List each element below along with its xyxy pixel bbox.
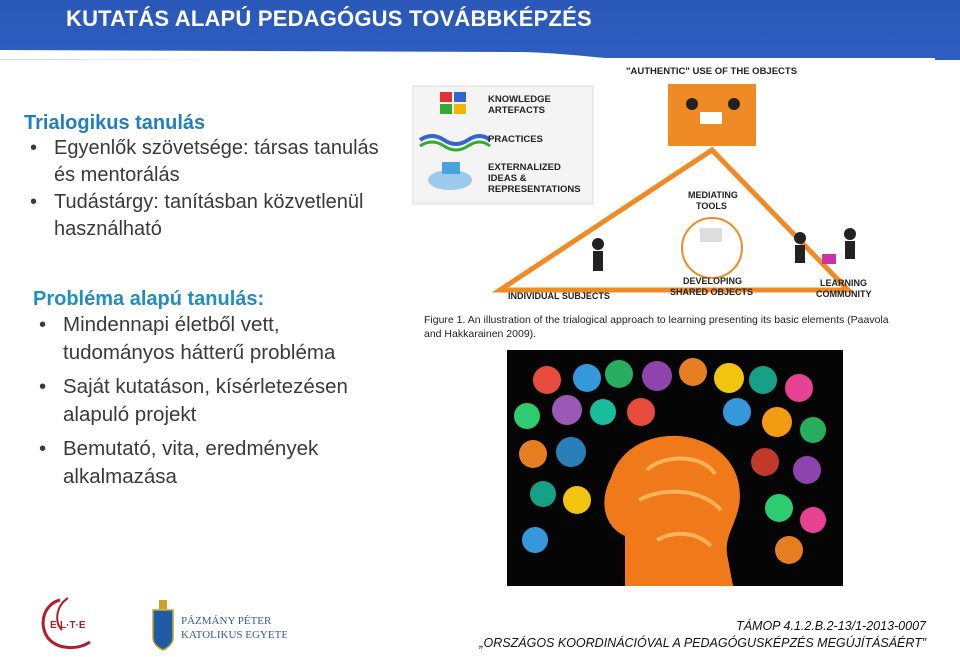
svg-text:MEDIATING: MEDIATING [688, 190, 738, 200]
svg-text:LEARNING: LEARNING [820, 278, 867, 288]
section-title: Probléma alapú tanulás: [33, 288, 265, 310]
svg-text:TOOLS: TOOLS [696, 201, 727, 211]
project-code: TÁMOP 4.1.2.B.2-13/1-2013-0007 [736, 619, 926, 633]
svg-text:IDEAS &: IDEAS & [488, 173, 527, 184]
list-item: • Saját kutatáson, kísérletezésen alapuló projekt [33, 373, 393, 429]
svg-text:COMMUNITY: COMMUNITY [816, 289, 872, 299]
svg-text:PÁZMÁNY PÉTER: PÁZMÁNY PÉTER [181, 615, 272, 627]
ppke-logo [147, 598, 287, 652]
list-item: • Bemutató, vita, eredmények alkalmazása [33, 435, 393, 491]
svg-text:DEVELOPING: DEVELOPING [683, 276, 743, 286]
list-item: • Tudástárgy: tanításban közvetlenül használható [24, 189, 394, 243]
footer-project-info [479, 618, 926, 652]
project-slogan: „ORSZÁGOS KOORDINÁCIÓVAL A PEDAGÓGUSKÉPZÉS MEGÚJÍTÁSÁÉRT” [479, 636, 926, 650]
community-figures-icon [794, 228, 856, 264]
header-bar [0, 0, 960, 60]
ppke-shield-icon [153, 610, 173, 650]
problem-based-section [33, 288, 393, 491]
section-title: Trialogikus tanulás [24, 112, 206, 134]
svg-text:KATOLIKUS EGYETEM: KATOLIKUS EGYETEM [181, 629, 287, 641]
individual-subjects-label: INDIVIDUAL SUBJECTS [508, 291, 610, 301]
bullet-list [24, 135, 394, 243]
authentic-use-label: "AUTHENTIC" USE OF THE OBJECTS [626, 66, 798, 77]
individual-figure-icon [592, 238, 604, 271]
svg-text:EXTERNALIZED: EXTERNALIZED [488, 162, 561, 173]
list-item: • Egyenlők szövetsége: társas tanulás és mentorálás [24, 135, 394, 189]
elte-logo [38, 596, 104, 652]
svg-text:PRACTICES: PRACTICES [488, 134, 543, 145]
bullet-list [33, 311, 393, 491]
svg-text:ARTEFACTS: ARTEFACTS [488, 105, 545, 116]
svg-text:KNOWLEDGE: KNOWLEDGE [488, 94, 551, 105]
trialogical-section [24, 112, 394, 243]
trialogical-diagram [400, 58, 935, 343]
svg-text:REPRESENTATIONS: REPRESENTATIONS [488, 184, 581, 195]
header-wave-decoration [0, 40, 960, 60]
figure-caption: Figure 1. An illustration of the trialogical approach to learning presenting its basic elements (Paavola and Hakkarainen 2009). [424, 314, 889, 340]
list-item: • Mindennapi életből vett, tudományos hátterű probléma [33, 311, 393, 367]
page-title: KUTATÁS ALAPÚ PEDAGÓGUS TOVÁBBKÉPZÉS [66, 6, 592, 31]
svg-text:E·L·T·E: E·L·T·E [50, 620, 86, 631]
svg-text:SHARED OBJECTS: SHARED OBJECTS [670, 287, 754, 297]
learning-head-illustration [507, 350, 843, 586]
